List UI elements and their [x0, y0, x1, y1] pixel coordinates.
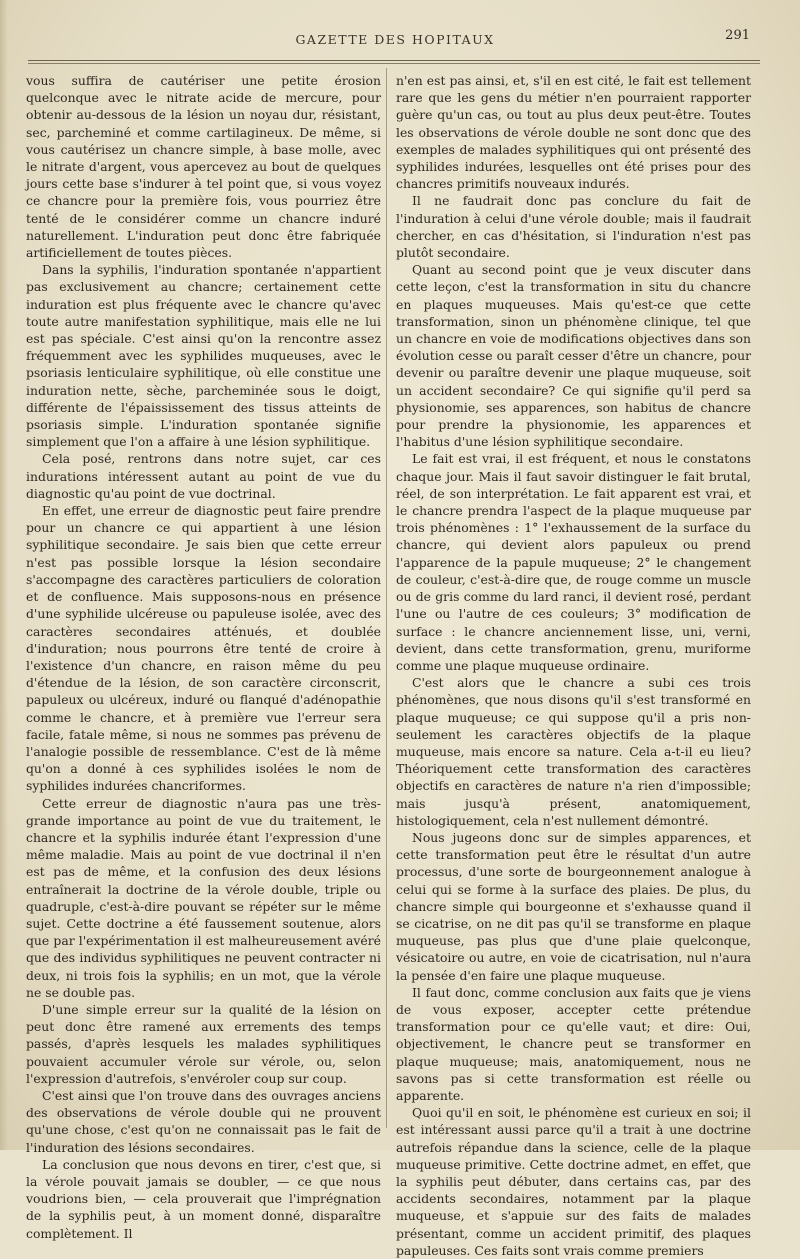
- page-number: 291: [725, 28, 750, 43]
- running-header: [30, 28, 760, 58]
- paragraph: Quoi qu'il en soit, le phénomène est curieux en soi; il est intéressant aussi parce qu'il a trait à une doctrine autrefois répandue dans la science, celle de la plaque muqueuse primitive. Cette doctrine admet, en effet, que la syphilis peut débuter, dans certains cas, par des accidents secondaires, notamment par la plaque muqueuse, et s'appuie sur des faits de malades présentant, comme un accident primitif, des plaques papuleuses. Ces faits sont vrais comme premiers: [396, 1105, 751, 1258]
- paragraph: En effet, une erreur de diagnostic peut faire prendre pour un chancre ce qui appartient à une lésion syphilitique secondaire. Je sais bien que cette erreur n'est pas possible lorsque la lésion secondaire s'accompagne des caractères particuliers de coloration et de confluence. Mais supposons-nous en présence d'une syphilide ulcéreuse ou papuleuse isolée, avec des caractères secondaires atténués, et doublée d'induration; nous pourrons être tenté de croire à l'existence d'un chancre, en raison même du peu d'étendue de la lésion, de son caractère circonscrit, papuleux ou ulcéreux, induré ou flanqué d'adénopathie comme le chancre, et à première vue l'erreur sera facile, fatale même, si nous ne sommes pas prévenu de l'analogie possible de ressemblance. C'est de là même qu'on a donné à ces syphilides isolées le nom de syphilides indurées chancriformes.: [26, 503, 381, 794]
- header-rule-secondary: [28, 63, 760, 64]
- paragraph: Dans la syphilis, l'induration spontanée n'appartient pas exclusivement au chancre; certainement cette induration est plus fréquente avec le chancre qu'avec toute autre manifestation syphilitique, mais elle ne lui est pas spéciale. C'est ainsi qu'on la rencontre assez fréquemment avec les syphilides muqueuses, avec le psoriasis lenticulaire syphilitique, où elle constitue une induration nette, sèche, parcheminée sous le doigt, différente de l'épaississement des tissus atteints de psoriasis simple. L'induration spontanée signifie simplement que l'on a affaire à une lésion syphilitique.: [26, 262, 381, 450]
- paragraph: Quant au second point que je veux discuter dans cette leçon, c'est la transformation in situ du chancre en plaques muqueuses. Mais qu'est-ce que cette transformation, sinon un phénomène clinique, tel que un chancre en voie de modifications objectives dans son évolution cesse ou paraît cesser d'être un chancre, pour devenir ou paraître devenir une plaque muqueuse, soit un accident secondaire? Ce qui signifie qu'il perd sa physionomie, ses apparences, son habitus de chancre pour prendre la physionomie, les apparences et l'habitus d'une lésion syphilitique secondaire.: [396, 262, 751, 450]
- journal-title: GAZETTE DES HOPITAUX: [295, 32, 495, 47]
- page-edge-shadow: [0, 0, 8, 1150]
- paragraph: C'est ainsi que l'on trouve dans des ouvrages anciens des observations de vérole double qui ne prouvent qu'une chose, c'est qu'on ne connaissait pas le fait de l'induration des lésions secondaires.: [26, 1087, 381, 1155]
- paragraph: Le fait est vrai, il est fréquent, et nous le constatons chaque jour. Mais il faut savoir distinguer le fait brutal, réel, de son interprétation. Le fait apparent est vrai, et le chancre prendra l'aspect de la plaque muqueuse par trois phénomènes : 1° l'exhaussement de la surface du chancre, qui devient alors papuleux ou prend l'apparence de la papule muqueuse; 2° le changement de couleur, c'est-à-dire que, de rouge comme un muscle ou de gris comme du lard ranci, il devient rosé, perdant l'une ou l'autre de ces couleurs; 3° modification de surface : le chancre anciennement lisse, uni, verni, devient, dans cette transformation, grenu, muriforme comme une plaque muqueuse ordinaire.: [396, 451, 751, 673]
- header-rule: [28, 60, 760, 61]
- paragraph: Nous jugeons donc sur de simples apparences, et cette transformation peut être le résultat d'un autre processus, d'une sorte de bourgeonnement analogue à celui qui se forme à la surface des plaies. De plus, du chancre simple qui bourgeonne et s'exhausse quand il se cicatrise, on ne dit pas qu'il se transforme en plaque muqueuse, pas plus que d'une plaie quelconque, vésicatoire ou autre, en voie de cicatrisation, nul n'aura la pensée d'en faire une plaque muqueuse.: [396, 829, 751, 983]
- paragraph: Il faut donc, comme conclusion aux faits que je viens de vous exposer, accepter cette prétendue transformation pour ce qu'elle vaut; et dire: Oui, objectivement, le chancre peut se transformer en plaque muqueuse; mais, anatomiquement, nous ne savons pas si cette transformation est réelle ou apparente.: [396, 984, 751, 1103]
- column-divider: [386, 68, 387, 1128]
- paragraph: vous suffira de cautériser une petite érosion quelconque avec le nitrate acide de mercure, pour obtenir au-dessous de la lésion un noyau dur, résistant, sec, parcheminé et comme cartilagineux. De même, si vous cautérisez un chancre simple, à base molle, avec le nitrate d'argent, vous apercevez au bout de quelques jours cette base s'indurer à tel point que, si vous voyez ce chancre pour la première fois, vous pourriez être tenté de le considérer comme un chancre induré naturellement. L'induration peut donc être fabriquée artificiellement de toutes pièces.: [26, 73, 381, 261]
- paragraph: Cela posé, rentrons dans notre sujet, car ces indurations intéressent autant au point de vue du diagnostic qu'au point de vue doctrinal.: [26, 451, 381, 501]
- paragraph: C'est alors que le chancre a subi ces trois phénomènes, que nous disons qu'il s'est transformé en plaque muqueuse; ce qui suppose qu'il a pris non-seulement les caractères objectifs de la plaque muqueuse, mais encore sa nature. Cela a-t-il eu lieu? Théoriquement cette transformation des caractères objectifs en caractères de nature n'a rien d'impossible; mais jusqu'à présent, anatomiquement, histologiquement, cela n'est nullement démontré.: [396, 675, 751, 828]
- paragraph: D'une simple erreur sur la qualité de la lésion on peut donc être ramené aux errements des temps passés, d'après lesquels les malades syphilitiques pouvaient accumuler vérole sur vérole, ou, selon l'expression d'autrefois, s'envéroler coup sur coup.: [26, 1001, 381, 1086]
- left-column: [26, 72, 381, 1242]
- paragraph: n'en est pas ainsi, et, s'il en est cité, le fait est tellement rare que les gens du métier n'en pourraient rapporter guère qu'un cas, ou tout au plus deux peut-être. Toutes les observations de vérole double ne sont donc que des exemples de malades syphilitiques qui ont présenté des syphilides indurées, lesquelles ont été prises pour des chancres primitifs nouveaux indurés.: [396, 73, 751, 192]
- paragraph: Il ne faudrait donc pas conclure du fait de l'induration à celui d'une vérole double; mais il faudrait chercher, en cas d'hésitation, si l'induration n'est pas plutôt secondaire.: [396, 193, 751, 261]
- right-column: [396, 72, 751, 1259]
- paragraph: Cette erreur de diagnostic n'aura pas une très-grande importance au point de vue du traitement, le chancre et la syphilis indurée étant l'expression d'une même maladie. Mais au point de vue doctrinal il n'en est pas de même, et la confusion des deux lésions entraînerait la doctrine de la vérole double, triple ou quadruple, c'est-à-dire pouvant se répéter sur le même sujet. Cette doctrine a été faussement soutenue, alors que par l'expérimentation il est malheureusement avéré que des individus syphilitiques ne peuvent contracter ni deux, ni trois fois la syphilis; en un mot, que la vérole ne se double pas.: [26, 795, 381, 1000]
- paragraph: La conclusion que nous devons en tirer, c'est que, si la vérole pouvait jamais se doubler, — ce que nous voudrions bien, — cela prouverait que l'imprégnation de la syphilis peut, à un moment donné, disparaître complètement. Il: [26, 1156, 381, 1241]
